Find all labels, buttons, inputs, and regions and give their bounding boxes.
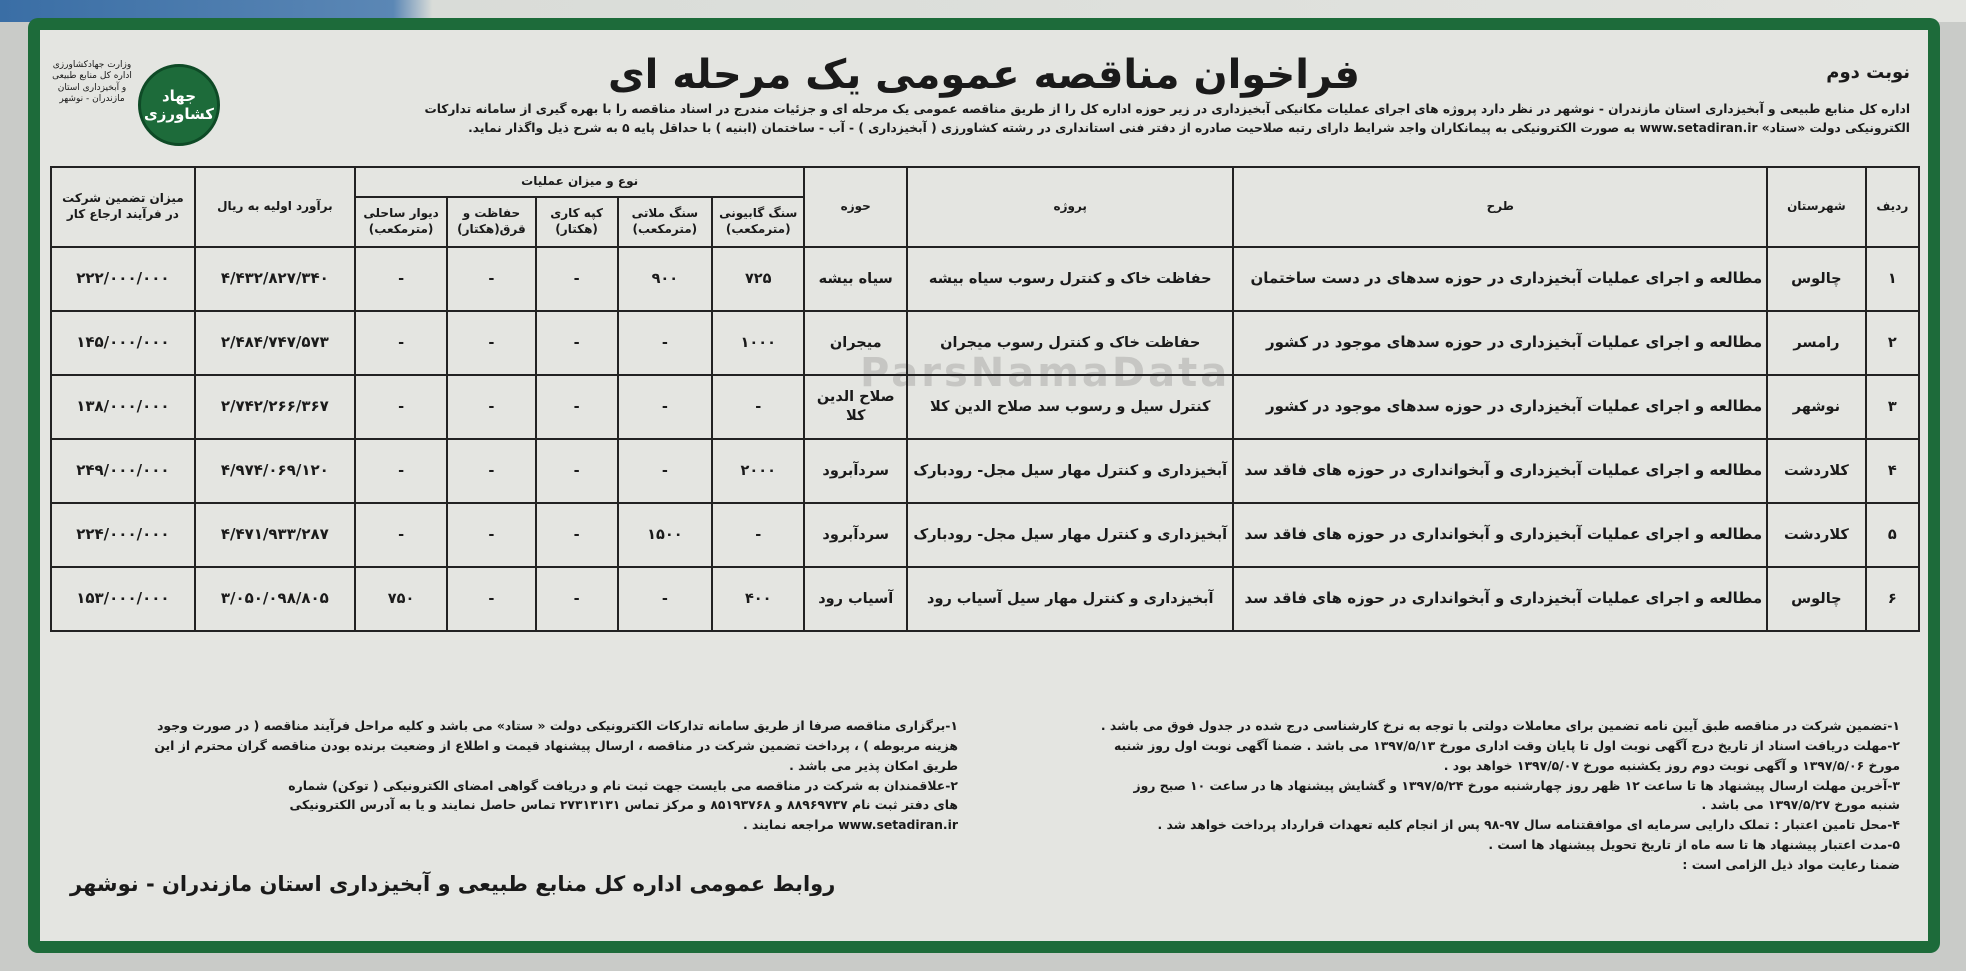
cell-estimate: ۳/۰۵۰/۰۹۸/۸۰۵ (195, 567, 355, 631)
cell-basin: سردآبرود (804, 503, 907, 567)
cell-row-no: ۵ (1866, 503, 1919, 567)
cell-basin: سردآبرود (804, 439, 907, 503)
jihad-logo-icon (138, 64, 220, 146)
cell-city: رامسر (1767, 311, 1866, 375)
cell-protect: - (447, 247, 535, 311)
cell-estimate: ۴/۴۷۱/۹۳۳/۲۸۷ (195, 503, 355, 567)
table-row (51, 439, 1919, 503)
cell-wall: - (355, 439, 447, 503)
cell-guarantee: ۱۵۳/۰۰۰/۰۰۰ (51, 567, 195, 631)
intro-paragraph (230, 100, 1910, 138)
note-line: ۴-محل تامین اعتبار : تملک دارایی سرمایه ای موافقتنامه سال ۹۷-۹۸ پس از انجام کلیه تعهدات قرارداد پرداخت خواهد شد . (1157, 817, 1900, 833)
note-line: مورخ ۱۳۹۷/۵/۰۶ و آگهی نوبت دوم روز یکشنبه مورخ ۱۳۹۷/۵/۰۷ خواهد بود . (1443, 757, 1900, 773)
announcement-frame (28, 18, 1940, 953)
note-line: ۱-برگزاری مناقصه صرفا از طریق سامانه تدارکات الکترونیکی دولت « ستاد» می باشد و کلیه مراحل فرآیند مناقصه ( در صورت وجود (157, 718, 958, 733)
header-basin: حوزه (804, 167, 907, 247)
note-line: ضمنا رعایت مواد ذیل الزامی است : (1682, 856, 1900, 872)
cell-row-no: ۴ (1866, 439, 1919, 503)
cell-guarantee: ۱۳۸/۰۰۰/۰۰۰ (51, 375, 195, 439)
cell-estimate: ۴/۹۷۴/۰۶۹/۱۲۰ (195, 439, 355, 503)
notes-right (970, 716, 1900, 875)
cell-gabion: ۴۰۰ (712, 567, 804, 631)
cell-plan: مطالعه و اجرای عملیات آبخیزداری در حوزه سدهای موجود در کشور (1233, 311, 1767, 375)
header-ops-group: نوع و میزان عملیات (355, 167, 805, 197)
cell-gabion: - (712, 503, 804, 567)
cell-seed: - (536, 375, 618, 439)
cell-wall: - (355, 375, 447, 439)
table-row (51, 311, 1919, 375)
note-line: های دفتر ثبت نام ۸۸۹۶۹۷۳۷ و ۸۵۱۹۳۷۶۸ و مرکز تماس ۲۷۳۱۳۱۳۱ تماس حاصل نمایند و یا به آدرس الکترونیکی (289, 797, 958, 813)
table-row (51, 503, 1919, 567)
cell-mortar: ۹۰۰ (618, 247, 712, 311)
table-row (51, 567, 1919, 631)
ministry-text: وزارت جهادکشاورزی اداره کل منابع طبیعی و آبخیزداری استان مازندران - نوشهر (52, 60, 132, 104)
note-line: ۲-علاقمندان به شرکت در مناقصه می بایست جهت ثبت نام و دریافت گواهی امضای الکترونیکی ( توکن) شماره (288, 777, 958, 793)
cell-seed: - (536, 311, 618, 375)
header-guarantee: میزان تضمین شرکت در فرآیند ارجاع کار (51, 167, 195, 247)
signature: روابط عمومی اداره کل منابع طبیعی و آبخیزداری استان مازندران - نوشهر (70, 872, 836, 896)
tender-table (50, 166, 1920, 632)
cell-mortar: - (618, 567, 712, 631)
notes-left (58, 716, 958, 835)
header-gabion: سنگ گابیونی (مترمکعب) (712, 197, 804, 247)
header-row-no: ردیف (1866, 167, 1919, 247)
cell-project: حفاظت خاک و کنترل رسوب میجران (907, 311, 1233, 375)
cell-wall: - (355, 311, 447, 375)
note-line: طریق امکان پذیر می باشد . (789, 757, 958, 773)
table-row (51, 247, 1919, 311)
note-line: ۵-مدت اعتبار پیشنهاد ها تا سه ماه از تاریخ تحویل پیشنهاد ها است . (1488, 837, 1900, 853)
intro-line: اداره کل منابع طبیعی و آبخیزداری استان مازندران - نوشهر در نظر دارد پروژه های اجرای عملیات مکانیکی آبخیزداری در زیر حوزه اداره کل را از طریق مناقصه عمومی یک مرحله ای و جزئیات مندرج در اسناد مناقصه را با بهره گیری از سامانه تدارکات (424, 102, 1910, 116)
note-line: ۱-تضمین شرکت در مناقصه طبق آیین نامه تضمین برای معاملات دولتی با توجه به نرخ کارشناسی درج شده در جدول فوق می باشد . (1100, 718, 1900, 733)
header-wall: دیوار ساحلی (مترمکعب) (355, 197, 447, 247)
cell-row-no: ۲ (1866, 311, 1919, 375)
page-title: فراخوان مناقصه عمومی یک مرحله ای (607, 52, 1360, 98)
cell-city: چالوس (1767, 567, 1866, 631)
header-project: پروژه (907, 167, 1233, 247)
cell-estimate: ۲/۷۴۲/۲۶۶/۳۶۷ (195, 375, 355, 439)
cell-estimate: ۲/۴۸۴/۷۴۷/۵۷۳ (195, 311, 355, 375)
header-seed: کپه کاری (هکتار) (536, 197, 618, 247)
cell-estimate: ۴/۴۳۲/۸۲۷/۳۴۰ (195, 247, 355, 311)
cell-plan: مطالعه و اجرای عملیات آبخیزداری در حوزه سدهای موجود در کشور (1233, 375, 1767, 439)
cell-plan: مطالعه و اجرای عملیات آبخیزداری و آبخوانداری در حوزه های فاقد سد (1233, 503, 1767, 567)
cell-seed: - (536, 439, 618, 503)
cell-guarantee: ۲۲۴/۰۰۰/۰۰۰ (51, 503, 195, 567)
intro-line: الکترونیکی دولت «ستاد» www.setadiran.ir به صورت الکترونیکی به پیمانکاران واجد شرایط دارای رتبه صلاحیت صادره از دفتر فنی استانداری در رشته کشاورزی ( آبخیزداری ) - آب - ساختمان (ابنیه ) با حداقل پایه ۵ به شرح ذیل واگذار نماید. (468, 120, 1910, 135)
cell-row-no: ۱ (1866, 247, 1919, 311)
cell-row-no: ۳ (1866, 375, 1919, 439)
header-protect: حفاظت و قرق(هکتار) (447, 197, 535, 247)
header-mortar: سنگ ملاتی (مترمکعب) (618, 197, 712, 247)
cell-seed: - (536, 567, 618, 631)
cell-project: کنترل سیل و رسوب سد صلاح الدین کلا (907, 375, 1233, 439)
cell-basin: میجران (804, 311, 907, 375)
cell-gabion: - (712, 375, 804, 439)
header-estimate: برآورد اولیه به ریال (195, 167, 355, 247)
cell-city: چالوس (1767, 247, 1866, 311)
cell-plan: مطالعه و اجرای عملیات آبخیزداری و آبخوانداری در حوزه های فاقد سد (1233, 567, 1767, 631)
note-line: شنبه مورخ ۱۳۹۷/۵/۲۷ می باشد . (1701, 797, 1900, 813)
cell-project: آبخیزداری و کنترل مهار سیل مجل- رودبارک (907, 503, 1233, 567)
cell-wall: - (355, 503, 447, 567)
cell-mortar: - (618, 311, 712, 375)
cell-protect: - (447, 567, 535, 631)
note-line: هزینه مربوطه ) ، پرداخت تضمین شرکت در مناقصه ، ارسال پیشنهاد قیمت و اطلاع از وضعیت برنده بودن مناقصه گران محترم از این (154, 737, 958, 753)
cell-wall: - (355, 247, 447, 311)
cell-seed: - (536, 247, 618, 311)
cell-protect: - (447, 439, 535, 503)
watermark: ParsNamaData (860, 350, 1231, 396)
cell-plan: مطالعه و اجرای عملیات آبخیزداری و آبخوانداری در حوزه های فاقد سد (1233, 439, 1767, 503)
note-line: ۳-آخرین مهلت ارسال پیشنهاد ها تا ساعت ۱۲ ظهر روز چهارشنبه مورخ ۱۳۹۷/۵/۲۴ و گشایش پیشنهاد ها در ساعت ۱۰ صبح روز (1133, 777, 1900, 793)
cell-mortar: - (618, 439, 712, 503)
cell-basin: آسیاب رود (804, 567, 907, 631)
logo-text: جهاد کشاورزی (144, 87, 214, 123)
cell-protect: - (447, 503, 535, 567)
cell-wall: ۷۵۰ (355, 567, 447, 631)
cell-project: آبخیزداری و کنترل مهار سیل مجل- رودبارک (907, 439, 1233, 503)
cell-mortar: ۱۵۰۰ (618, 503, 712, 567)
cell-guarantee: ۲۴۹/۰۰۰/۰۰۰ (51, 439, 195, 503)
header-plan: طرح (1233, 167, 1767, 247)
cell-row-no: ۶ (1866, 567, 1919, 631)
cell-city: کلاردشت (1767, 439, 1866, 503)
cell-gabion: ۱۰۰۰ (712, 311, 804, 375)
cell-city: کلاردشت (1767, 503, 1866, 567)
cell-mortar: - (618, 375, 712, 439)
table-row (51, 375, 1919, 439)
cell-seed: - (536, 503, 618, 567)
cell-protect: - (447, 311, 535, 375)
turn-label: نوبت دوم (1826, 62, 1910, 83)
cell-basin: سیاه بیشه (804, 247, 907, 311)
note-line: ۲-مهلت دریافت اسناد از تاریخ درج آگهی نوبت اول تا پایان وقت اداری مورخ ۱۳۹۷/۵/۱۳ می باشد . ضمنا آگهی نوبت اول روز شنبه (1113, 737, 1900, 753)
cell-city: نوشهر (1767, 375, 1866, 439)
cell-basin: صلاح الدین کلا (804, 375, 907, 439)
cell-plan: مطالعه و اجرای عملیات آبخیزداری در حوزه سدهای در دست ساختمان (1233, 247, 1767, 311)
cell-guarantee: ۲۲۲/۰۰۰/۰۰۰ (51, 247, 195, 311)
cell-guarantee: ۱۴۵/۰۰۰/۰۰۰ (51, 311, 195, 375)
note-line: www.setadiran.ir مراجعه نمایند . (743, 817, 958, 833)
cell-gabion: ۲۰۰۰ (712, 439, 804, 503)
cell-project: حفاظت خاک و کنترل رسوب سیاه بیشه (907, 247, 1233, 311)
header-city: شهرستان (1767, 167, 1866, 247)
cell-protect: - (447, 375, 535, 439)
cell-gabion: ۷۲۵ (712, 247, 804, 311)
cell-project: آبخیزداری و کنترل مهار سیل آسیاب رود (907, 567, 1233, 631)
